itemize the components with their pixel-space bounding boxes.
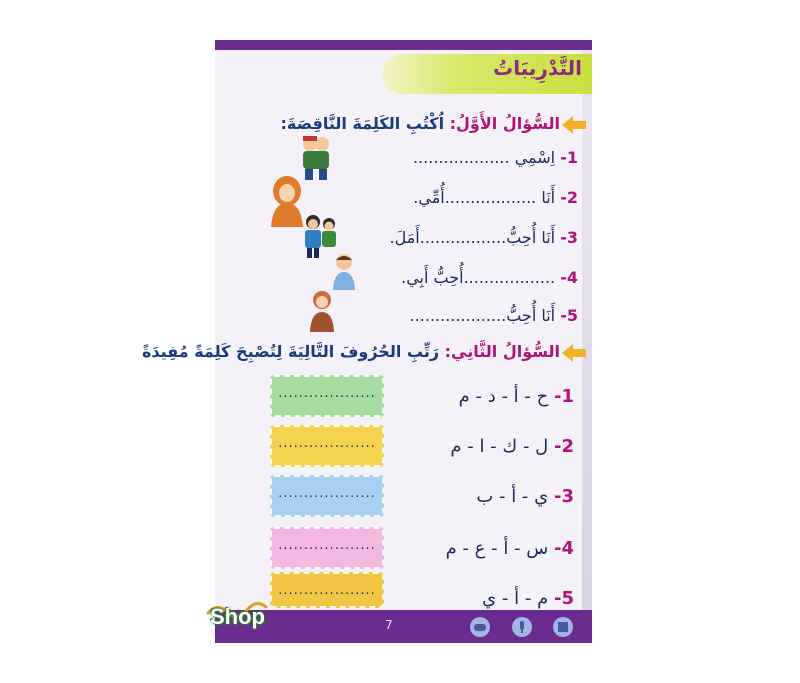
- item-text: اِسْمِي ...................: [412, 148, 556, 167]
- shop-logo-text: Shop: [210, 604, 265, 629]
- answer-box-1[interactable]: ...................: [270, 375, 384, 417]
- item-letters: ح - أ - د - م: [458, 386, 549, 407]
- item-text: أَنَا أُحِبُّ...................: [409, 306, 556, 325]
- item-number: 2-: [560, 188, 578, 207]
- page-edge: [582, 50, 592, 610]
- q1-item-5: [410, 306, 578, 325]
- arrow-icon: [562, 344, 586, 362]
- item-number: 5-: [560, 306, 578, 325]
- answer-box-4[interactable]: ...................: [270, 527, 384, 569]
- arrow-icon: [562, 116, 586, 134]
- question-2-title: [142, 342, 560, 361]
- book-icon[interactable]: [553, 617, 573, 637]
- page-title: التَّدْرِيبَاتُ: [493, 56, 582, 80]
- item-number: 4-: [560, 268, 578, 287]
- q1-item-2: [413, 188, 578, 207]
- q1-item-1: [413, 148, 578, 167]
- item-number: 3-: [560, 228, 578, 247]
- question-2-instruction: رَتِّبِ الحُرُوفَ التَّالِيَةَ لِتُصْبِحَ كَلِمَةً مُفِيدَةً: [141, 342, 440, 361]
- q2-item-1: [459, 386, 574, 407]
- question-2-label: السُّؤالُ الثَّانِي:: [444, 342, 560, 361]
- q2-item-5: [482, 588, 574, 609]
- father-illustration-icon: [331, 252, 357, 290]
- answer-box-2[interactable]: ...................: [270, 425, 384, 467]
- question-1-label: السُّؤالُ الأَوَّلُ:: [449, 114, 560, 133]
- q1-item-3: [390, 228, 578, 247]
- question-1-instruction: اُكْتُبِ الكَلِمَةَ النَّاقِصَةَ:: [280, 114, 445, 133]
- gamepad-icon[interactable]: [470, 617, 490, 637]
- item-number: 5-: [553, 588, 574, 609]
- top-border: [215, 40, 592, 50]
- page-number: 7: [385, 618, 393, 632]
- item-letters: م - أ - ي: [482, 588, 549, 609]
- question-1-title: [281, 114, 560, 133]
- item-number: 4-: [553, 538, 574, 559]
- item-letters: ي - أ - ب: [476, 486, 549, 507]
- item-text: ..................أُحِبُّ أَبِي.: [401, 268, 556, 287]
- item-number: 2-: [553, 436, 574, 457]
- q2-item-3: [476, 486, 574, 507]
- q2-item-2: [450, 436, 574, 457]
- item-text: أَنَا أُحِبُّ.................أَمَلَ.: [389, 228, 556, 247]
- q2-item-4: [446, 538, 574, 559]
- item-text: أَنَا ..................أُمِّي.: [413, 188, 556, 207]
- item-number: 1-: [553, 386, 574, 407]
- workbook-page: [141, 40, 592, 643]
- microphone-icon[interactable]: [512, 617, 532, 637]
- grandmother-illustration-icon: [307, 290, 337, 332]
- answer-box-3[interactable]: ...................: [270, 475, 384, 517]
- item-letters: ل - ك - ا - م: [450, 436, 549, 457]
- answer-box-5[interactable]: ...................: [270, 572, 384, 608]
- item-letters: س - أ - ع - م: [445, 538, 549, 559]
- item-number: 1-: [560, 148, 578, 167]
- item-number: 3-: [553, 486, 574, 507]
- q1-item-4: [401, 268, 578, 287]
